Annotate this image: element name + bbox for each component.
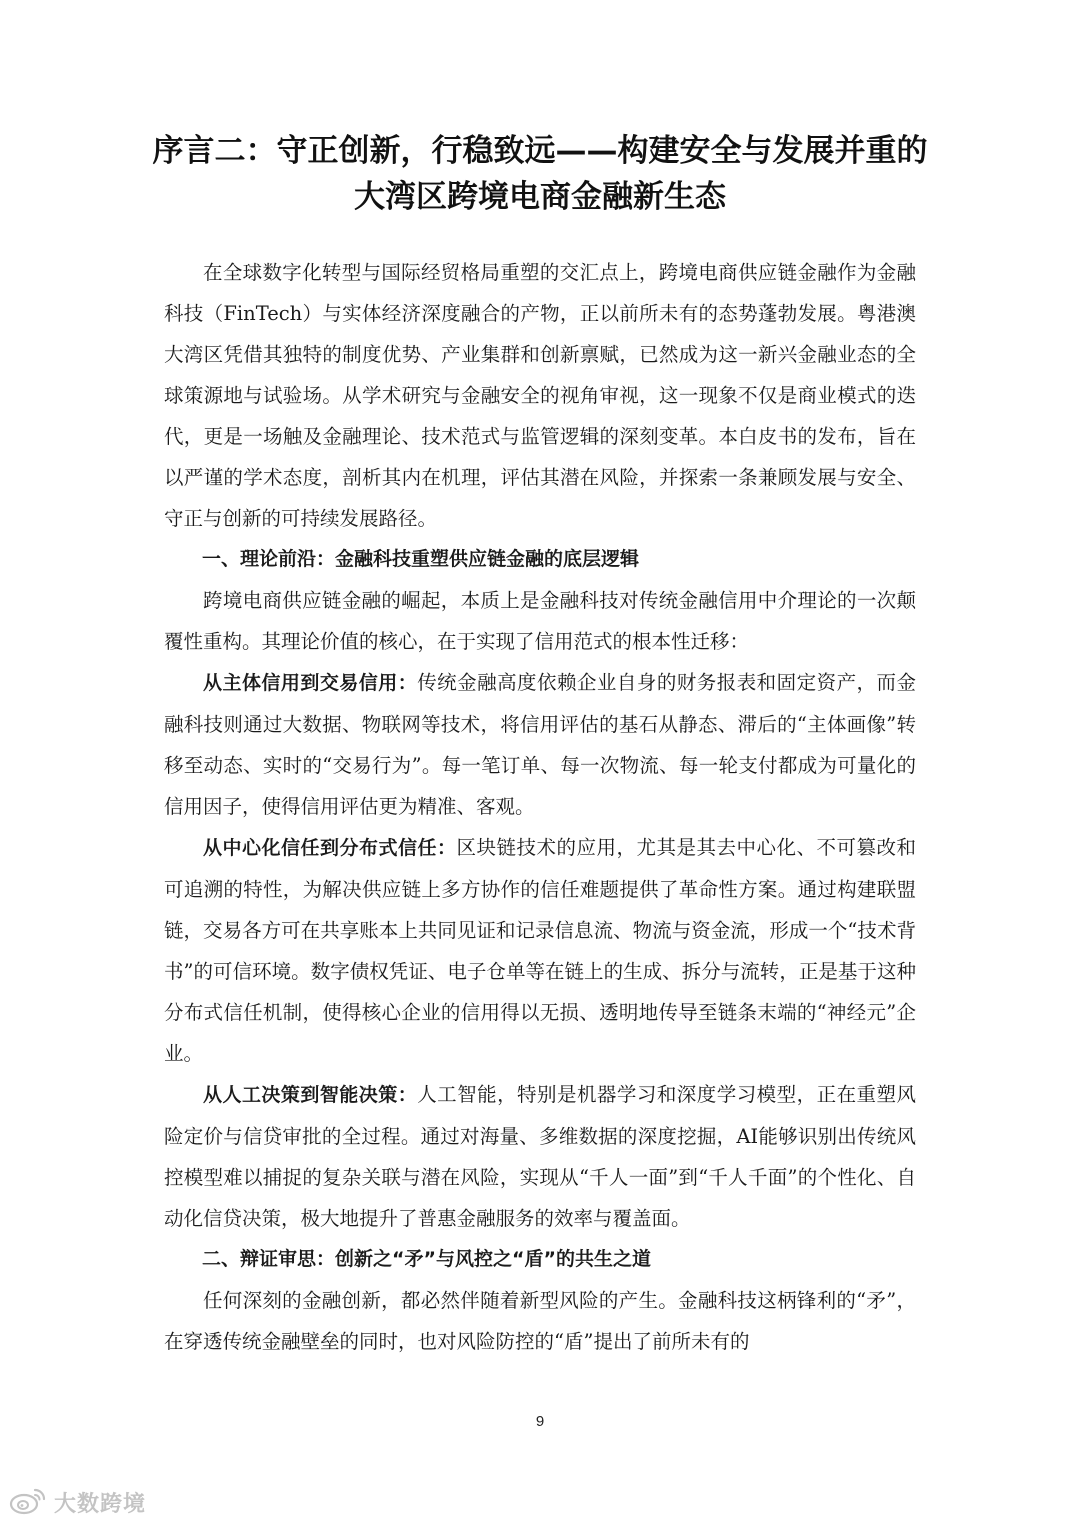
section-2-intro-paragraph: 任何深刻的金融创新，都必然伴随着新型风险的产生。金融科技这柄锋利的“矛”，在穿透传统金融壁垒的同时，也对风险防控的“盾”提出了前所未有的 bbox=[164, 1289, 916, 1353]
document-body bbox=[164, 252, 916, 1362]
point-1-text: 传统金融高度依赖企业自身的财务报表和固定资产，而金融科技则通过大数据、物联网等技术，将信用评估的基石从静态、滞后的“主体画像”转移至动态、实时的“交易行为”。每一笔订单、每一次物流、每一轮支付都成为可量化的信用因子，使得信用评估更为精准、客观。 bbox=[164, 671, 916, 818]
point-3-paragraph bbox=[164, 1074, 916, 1239]
title-line-2: 大湾区跨境电商金融新生态 bbox=[354, 179, 726, 215]
section-1-intro-paragraph: 跨境电商供应链金融的崛起，本质上是金融科技对传统金融信用中介理论的一次颠覆性重构。其理论价值的核心，在于实现了信用范式的根本性迁移： bbox=[164, 589, 916, 653]
section-1-heading: 一、理论前沿：金融科技重塑供应链金融的底层逻辑 bbox=[202, 548, 640, 570]
section-2-heading: 二、辩证审思：创新之“矛”与风控之“盾”的共生之道 bbox=[202, 1248, 651, 1270]
point-3-lead: 从人工决策到智能决策： bbox=[203, 1084, 418, 1106]
intro-paragraph: 在全球数字化转型与国际经贸格局重塑的交汇点上，跨境电商供应链金融作为金融科技（FinTech）与实体经济深度融合的产物，正以前所未有的态势蓬勃发展。粤港澳大湾区凭借其独特的制度优势、产业集群和创新禀赋，已然成为这一新兴金融业态的全球策源地与试验场。从学术研究与金融安全的视角审视，这一现象不仅是商业模式的迭代，更是一场触及金融理论、技术范式与监管逻辑的深刻变革。本白皮书的发布，旨在以严谨的学术态度，剖析其内在机理，评估其潜在风险，并探索一条兼顾发展与安全、守正与创新的可持续发展路径。 bbox=[164, 261, 916, 530]
point-2-paragraph bbox=[164, 827, 916, 1074]
point-1-lead: 从主体信用到交易信用： bbox=[203, 672, 418, 694]
weibo-logo-icon bbox=[8, 1484, 48, 1520]
point-2-text: 区块链技术的应用，尤其是其去中心化、不可篡改和可追溯的特性，为解决供应链上多方协作的信任难题提供了革命性方案。通过构建联盟链，交易各方可在共享账本上共同见证和记录信息流、物流与资金流，形成一个“技术背书”的可信环境。数字债权凭证、电子仓单等在链上的生成、拆分与流转，正是基于这种分布式信任机制，使得核心企业的信用得以无损、透明地传导至链条末端的“神经元”企业。 bbox=[164, 836, 916, 1065]
point-1-paragraph bbox=[164, 662, 916, 827]
watermark-text: 大数跨境 bbox=[54, 1491, 147, 1517]
page-title bbox=[120, 128, 960, 220]
watermark bbox=[8, 1484, 146, 1520]
page-number: 9 bbox=[535, 1413, 545, 1430]
point-3-text: 人工智能，特别是机器学习和深度学习模型，正在重塑风险定价与信贷审批的全过程。通过对海量、多维数据的深度挖掘，AI能够识别出传统风控模型难以捕捉的复杂关联与潜在风险，实现从“千人一面”到“千人千面”的个性化、自动化信贷决策，极大地提升了普惠金融服务的效率与覆盖面。 bbox=[164, 1083, 916, 1230]
point-2-lead: 从中心化信任到分布式信任： bbox=[203, 837, 457, 859]
title-line-1: 序言二：守正创新，行稳致远——构建安全与发展并重的 bbox=[152, 133, 928, 169]
